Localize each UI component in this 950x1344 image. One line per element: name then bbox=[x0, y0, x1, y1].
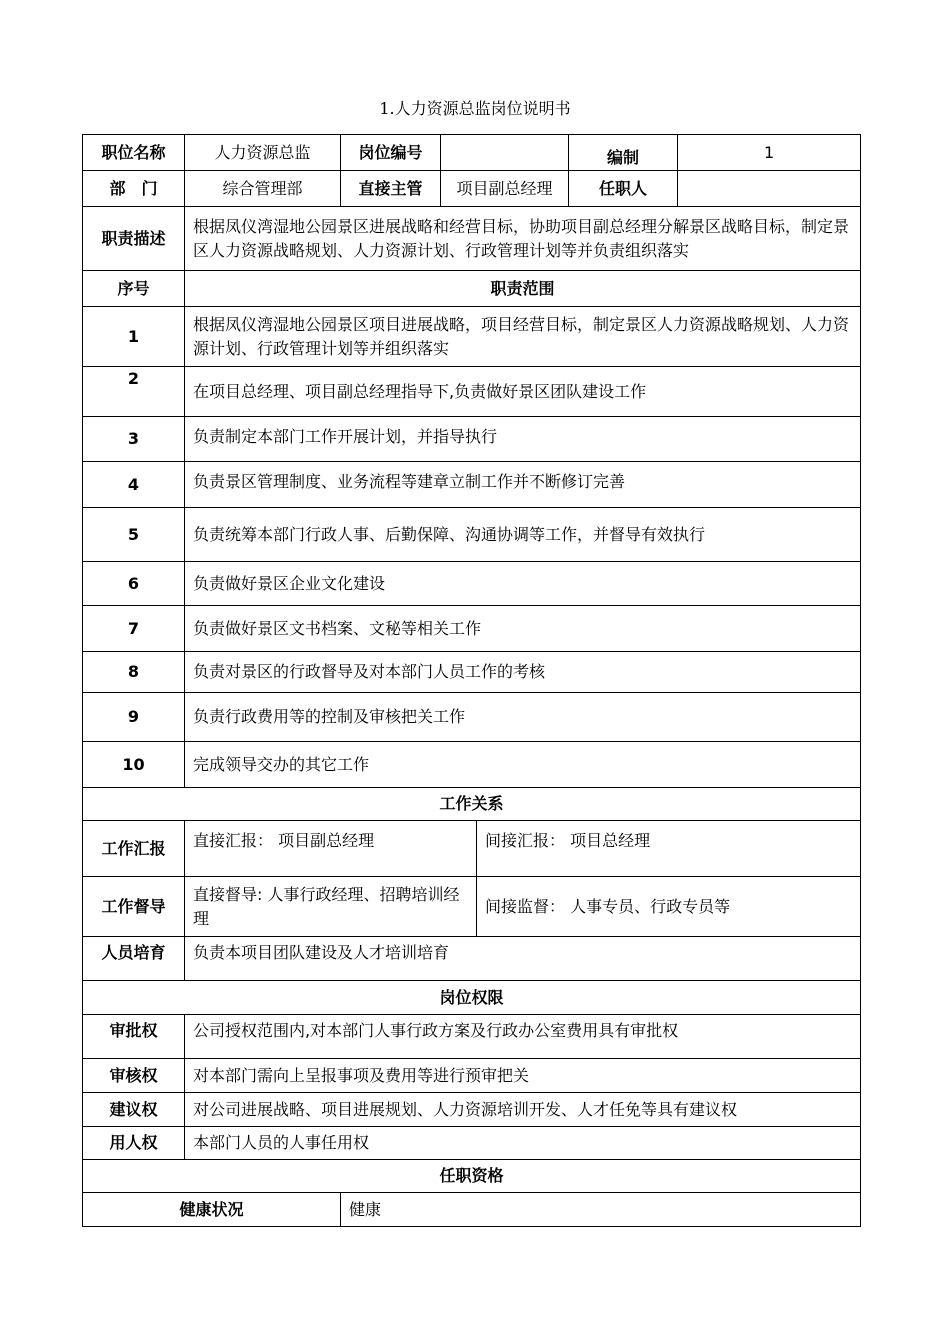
position-name-label: 职位名称 bbox=[83, 135, 185, 171]
duty-number: 3 bbox=[83, 417, 185, 462]
incumbent-value bbox=[678, 171, 861, 207]
department-label: 部 门 bbox=[83, 171, 185, 207]
training-label: 人员培育 bbox=[83, 937, 185, 981]
duty-number: 1 bbox=[83, 307, 185, 367]
training-text: 负责本项目团队建设及人才培训培育 bbox=[185, 937, 861, 981]
authority-text: 对公司进展战略、项目进展规划、人力资源培训开发、人才任免等具有建议权 bbox=[185, 1093, 861, 1127]
duty-number: 8 bbox=[83, 652, 185, 693]
authority-text: 本部门人员的人事任用权 bbox=[185, 1127, 861, 1160]
report-indirect: 间接汇报： 项目总经理 bbox=[477, 821, 861, 877]
incumbent-label: 任职人 bbox=[569, 171, 678, 207]
duty-text: 负责做好景区文书档案、文秘等相关工作 bbox=[185, 606, 861, 652]
position-code-value bbox=[441, 135, 569, 171]
duty-text: 负责做好景区企业文化建设 bbox=[185, 562, 861, 606]
report-label: 工作汇报 bbox=[83, 821, 185, 877]
supervisor-value: 项目副总经理 bbox=[441, 171, 569, 207]
duty-row bbox=[83, 462, 861, 508]
authority-row bbox=[83, 1015, 861, 1059]
duty-text: 负责统筹本部门行政人事、后勤保障、沟通协调等工作，并督导有效执行 bbox=[185, 508, 861, 562]
duty-number: 10 bbox=[83, 742, 185, 788]
headcount-label: 编制 bbox=[569, 135, 678, 171]
supervisor-label: 直接主管 bbox=[341, 171, 441, 207]
duty-text: 负责制定本部门工作开展计划，并指导执行 bbox=[185, 417, 861, 462]
report-direct: 直接汇报： 项目副总经理 bbox=[185, 821, 477, 877]
supervise-direct: 直接督导: 人事行政经理、招聘培训经理 bbox=[185, 877, 477, 937]
supervise-row bbox=[83, 877, 861, 937]
authority-row bbox=[83, 1127, 861, 1160]
department-value: 综合管理部 bbox=[185, 171, 341, 207]
duty-text: 负责行政费用等的控制及审核把关工作 bbox=[185, 693, 861, 742]
health-label: 健康状况 bbox=[83, 1193, 341, 1227]
duty-row bbox=[83, 606, 861, 652]
duty-number: 9 bbox=[83, 693, 185, 742]
authority-label: 用人权 bbox=[83, 1127, 185, 1160]
duty-row bbox=[83, 508, 861, 562]
duty-row bbox=[83, 652, 861, 693]
duty-number: 2 bbox=[83, 367, 185, 417]
authority-label: 审核权 bbox=[83, 1059, 185, 1093]
authority-header-row bbox=[83, 981, 861, 1015]
relations-header-row bbox=[83, 788, 861, 821]
duty-text: 负责对景区的行政督导及对本部门人员工作的考核 bbox=[185, 652, 861, 693]
job-description-table bbox=[82, 134, 861, 1227]
duty-text: 负责景区管理制度、业务流程等建章立制工作并不断修订完善 bbox=[185, 462, 861, 508]
relations-header: 工作关系 bbox=[83, 788, 861, 821]
supervise-label: 工作督导 bbox=[83, 877, 185, 937]
duty-text: 完成领导交办的其它工作 bbox=[185, 742, 861, 788]
position-name-value: 人力资源总监 bbox=[185, 135, 341, 171]
duty-row bbox=[83, 562, 861, 606]
duty-row bbox=[83, 742, 861, 788]
position-code-label: 岗位编号 bbox=[341, 135, 441, 171]
report-row bbox=[83, 821, 861, 877]
duty-row bbox=[83, 417, 861, 462]
duty-row bbox=[83, 693, 861, 742]
job-description-table-wrapper bbox=[82, 134, 860, 1227]
duty-no-header: 序号 bbox=[83, 271, 185, 307]
duties-header-row bbox=[83, 271, 861, 307]
description-text: 根据凤仪湾湿地公园景区进展战略和经营目标，协助项目副总经理分解景区战略目标，制定景区人力资源战略规划、人力资源计划、行政管理计划等并负责组织落实 bbox=[185, 207, 861, 271]
duty-number: 7 bbox=[83, 606, 185, 652]
qualification-header-row bbox=[83, 1160, 861, 1193]
authority-row bbox=[83, 1059, 861, 1093]
basic-row-2 bbox=[83, 171, 861, 207]
authority-label: 审批权 bbox=[83, 1015, 185, 1059]
duty-row bbox=[83, 307, 861, 367]
duty-scope-header: 职责范围 bbox=[185, 271, 861, 307]
duty-number: 4 bbox=[83, 462, 185, 508]
duty-text: 根据凤仪湾湿地公园景区项目进展战略，项目经营目标，制定景区人力资源战略规划、人力资源计划、行政管理计划等并组织落实 bbox=[185, 307, 861, 367]
duty-text: 在项目总经理、项目副总经理指导下,负责做好景区团队建设工作 bbox=[185, 367, 861, 417]
document-title: 1.人力资源总监岗位说明书 bbox=[379, 99, 571, 118]
health-value: 健康 bbox=[341, 1193, 861, 1227]
authority-header: 岗位权限 bbox=[83, 981, 861, 1015]
authority-label: 建议权 bbox=[83, 1093, 185, 1127]
basic-row-1 bbox=[83, 135, 861, 171]
description-label: 职责描述 bbox=[83, 207, 185, 271]
duty-number: 6 bbox=[83, 562, 185, 606]
training-row bbox=[83, 937, 861, 981]
supervise-indirect: 间接监督： 人事专员、行政专员等 bbox=[477, 877, 861, 937]
health-row bbox=[83, 1193, 861, 1227]
authority-row bbox=[83, 1093, 861, 1127]
authority-text: 对本部门需向上呈报事项及费用等进行预审把关 bbox=[185, 1059, 861, 1093]
duty-number: 5 bbox=[83, 508, 185, 562]
description-row bbox=[83, 207, 861, 271]
duty-row bbox=[83, 367, 861, 417]
headcount-value: 1 bbox=[678, 135, 861, 171]
authority-text: 公司授权范围内,对本部门人事行政方案及行政办公室费用具有审批权 bbox=[185, 1015, 861, 1059]
qualification-header: 任职资格 bbox=[83, 1160, 861, 1193]
